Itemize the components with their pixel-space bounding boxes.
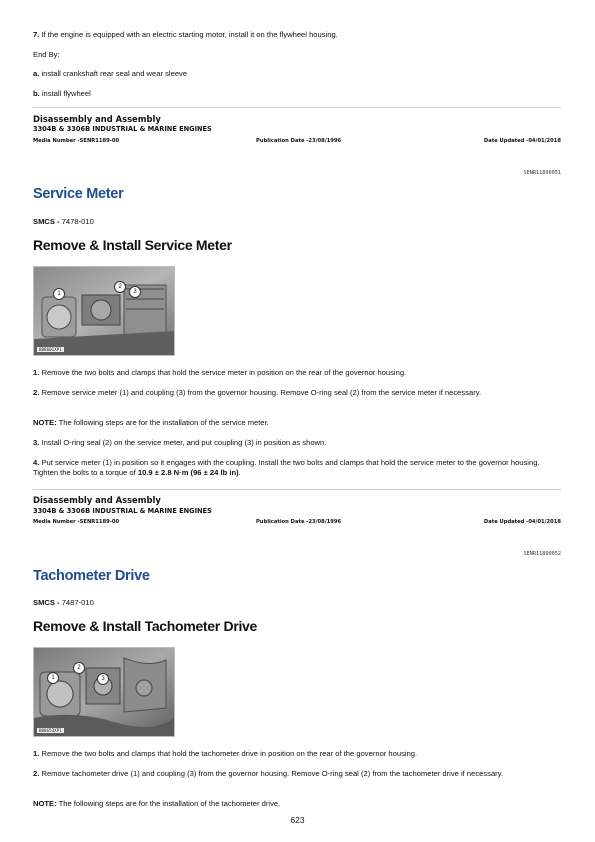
torque-value: 10.9 ± 2.8 N·m (96 ± 24 lb in) [137,468,239,477]
smcs-code [33,217,94,226]
end-by-item-a [33,69,563,79]
smcs-label: SMCS - [33,598,62,607]
divider [33,107,561,108]
service-meter-photo [33,266,175,356]
procedure-title: Remove & Install Service Meter [33,237,232,253]
image-tag: B88653XP1 [39,728,62,733]
smcs-code [33,598,94,607]
note-text: The following steps are for the installation of the service meter. [56,418,269,427]
note-label: NOTE: [33,418,57,427]
section-heading: Service Meter [33,186,124,202]
document-id: SENR11890052 [523,551,561,557]
step-text: Remove the two bolts and clamps that hold the tachometer drive in position on the rear of the governor housing. [39,749,418,758]
step-number: 1. [33,749,40,758]
item-letter: a. [33,69,40,78]
end-by-text: End By: [33,50,60,59]
item-text: install crankshaft rear seal and wear sleeve [39,69,188,78]
callout-3: 3 [97,673,109,685]
item-letter: b. [33,89,40,98]
smcs-value: 7487-010 [61,598,94,607]
end-by-item-b [33,89,563,99]
step-2 [33,388,563,398]
callout-3: 3 [129,286,141,298]
callout-1: 1 [47,672,59,684]
divider [33,489,561,490]
step-number: 3. [33,438,40,447]
step-7 [33,30,563,40]
step-text: Put service meter (1) in position so it engages with the coupling. Install the two bolts and clamps that hold the service meter to the governor housing. Tighten the bolts to a torque of [33,458,540,477]
doc-header-subtitle: 3304B & 3306B INDUSTRIAL & MARINE ENGINES [33,507,212,515]
step-end: . [238,468,241,477]
callout-1: 1 [53,288,65,300]
image-tag: B88601XP1 [39,347,62,352]
doc-header-subtitle: 3304B & 3306B INDUSTRIAL & MARINE ENGINES [33,125,212,133]
doc-header-title: Disassembly and Assembly [33,114,161,124]
publication-date: Publication Date -23/08/1996 [256,138,342,144]
media-number: Media Number -SENR1189-00 [33,138,120,144]
step-2 [33,769,563,779]
date-updated: Date Updated -04/01/2018 [483,138,561,144]
doc-header-title: Disassembly and Assembly [33,495,161,505]
step-number: 4. [33,458,40,467]
procedure-title: Remove & Install Tachometer Drive [33,618,258,634]
date-updated: Date Updated -04/01/2018 [483,519,561,525]
end-by-label [33,50,563,60]
page-number: 623 [290,815,305,825]
step-text: Remove tachometer drive (1) and coupling (3) from the governor housing. Remove O-ring seal (2) from the tachometer drive if necessary. [39,769,504,778]
smcs-value: 7478-010 [61,217,94,226]
note-text: The following steps are for the installation of the tachometer drive. [56,799,281,808]
callout-2: 2 [114,281,126,293]
step-text: Install O-ring seal (2) on the service meter, and put coupling (3) in position as shown. [39,438,327,447]
item-text: install flywheel [39,89,91,98]
step-1 [33,368,563,378]
step-number: 2. [33,388,40,397]
step-number: 1. [33,368,40,377]
step-number: 7. [33,30,40,39]
step-number: 2. [33,769,40,778]
note-label: NOTE: [33,799,57,808]
callout-2: 2 [73,662,85,674]
step-4 [33,458,563,478]
document-id: SENR11890051 [523,170,561,176]
media-number: Media Number -SENR1189-00 [33,519,120,525]
step-1 [33,749,563,759]
step-text: Remove service meter (1) and coupling (3) from the governor housing. Remove O-ring seal (2) from the service meter if necessary. [39,388,482,397]
note [33,418,563,428]
section-heading: Tachometer Drive [33,568,150,584]
step-text: If the engine is equipped with an electric starting motor, install it on the flywheel housing. [39,30,338,39]
note [33,799,563,809]
step-3 [33,438,563,448]
smcs-label: SMCS - [33,217,62,226]
step-text: Remove the two bolts and clamps that hold the service meter in position on the rear of the governor housing. [39,368,407,377]
publication-date: Publication Date -23/08/1996 [256,519,342,525]
tachometer-drive-photo [33,647,175,737]
